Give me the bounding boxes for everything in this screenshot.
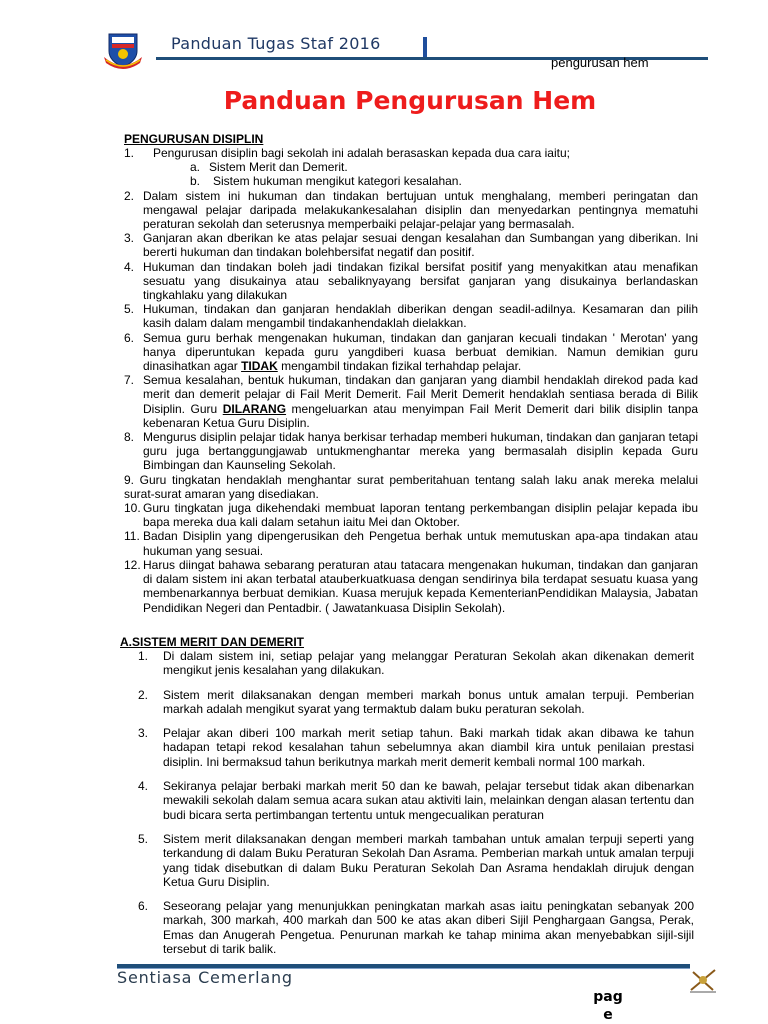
sub-item-text: Sistem Merit dan Demerit. bbox=[209, 160, 348, 175]
item-number: 12. bbox=[124, 557, 141, 572]
list-item bbox=[124, 302, 698, 330]
item-number: 10. bbox=[124, 501, 141, 516]
item-number: 1. bbox=[124, 146, 135, 160]
list-item bbox=[124, 529, 698, 557]
item-number: 6. bbox=[124, 330, 135, 345]
item-number: 3. bbox=[138, 726, 149, 741]
list-item bbox=[124, 146, 698, 160]
list-item bbox=[138, 899, 694, 956]
item-number: 3. bbox=[124, 231, 135, 246]
disiplin-list bbox=[124, 146, 698, 615]
item-text: Semua kesalahan, bentuk hukuman, tindakan dan ganjaran yang diambil hendaklah direkod pada kad merit dan demerit pelajar di Fail Merit Demerit. Fail Merit Demerit hendaklah sentiasa berada di Bilik Disiplin. Guru bbox=[143, 373, 698, 416]
list-item bbox=[138, 779, 694, 822]
list-item bbox=[124, 430, 698, 473]
list-item bbox=[124, 189, 698, 232]
header-subtitle: pengurusan hem bbox=[551, 55, 649, 70]
item-text: Pelajar akan diberi 100 markah merit setiap tahun. Baki markah tidak akan dibawa ke tahun hadapan tetapi rekod kesalahan tahun sebelumnya akan diambil kira untuk penilaian prestasi disiplin. Ini bermaksud tahun berikutnya markah merit demerit kembali normal 100 markah. bbox=[163, 726, 694, 769]
item-number: 4. bbox=[138, 779, 149, 794]
item-text: Dalam sistem ini hukuman dan tindakan bertujuan untuk menghalang, memberi peringatan dan mengawal pelajar daripada melakukankesalahan disiplin dan menyedarkan pentingnya mematuhi peraturan sekolah dan seterusnya memperbaiki pelajar-pelajar yang bermasalah. bbox=[143, 188, 698, 232]
item-text: Di dalam sistem ini, setiap pelajar yang melanggar Peraturan Sekolah akan dikenakan demerit mengikut jenis kesalahan yang dilakukan. bbox=[163, 649, 694, 678]
sub-item-text: Sistem hukuman mengikut kategori kesalahan. bbox=[213, 174, 462, 189]
emphasis-tidak: TIDAK bbox=[241, 359, 278, 374]
footer-motto: Sentiasa Cemerlang bbox=[117, 968, 293, 987]
item-text: Sekiranya pelajar berbaki markah merit 50 dan ke bawah, pelajar tersebut tidak akan dibenarkan mewakili sekolah dalam semua acara sukan atau aktiviti lain, melainkan dengan alasan tertentu dan budi bicara serta pertimbangan tertentu untuk mengecualikan peraturan bbox=[163, 779, 694, 822]
item-text: Badan Disiplin yang dipengerusikan deh Pengetua berhak untuk memutuskan apa-apa tindakan atau hukuman yang sesuai. bbox=[143, 529, 698, 558]
sub-item-number: a. bbox=[190, 160, 201, 175]
item-text: Semua guru berhak mengenakan hukuman, tindakan dan ganjaran kecuali tindakan ' Merotan' yang hanya diperuntukan kepada guru yangdiberi kuasa berbuat demikian. Namun demikian guru dinasihatkan agar bbox=[143, 330, 698, 374]
item-number: 9. bbox=[124, 472, 135, 487]
document-title: Panduan Pengurusan Hem bbox=[223, 86, 597, 115]
sub-list-item bbox=[124, 174, 698, 188]
item-text: Guru tingkatan hendaklah menghantar surat pemberitahuan tentang salah laku anak mereka melalui surat-surat amaran yang disediakan. bbox=[124, 472, 698, 501]
item-number: 2. bbox=[124, 188, 135, 203]
list-item bbox=[124, 331, 698, 374]
item-number: 6. bbox=[138, 899, 149, 914]
item-number: 5. bbox=[124, 302, 135, 317]
item-number: 8. bbox=[124, 430, 135, 445]
item-text: Harus diingat bahawa sebarang peraturan atau tatacara mengenakan hukuman, tindakan dan ganjaran di dalam sistem ini akan terbatal atauberkuatkuasa dengan sendirinya bila terdapat sesuatu kuasa yang membenarkannya berbuat demikian. Kuasa merujuk kepada KementerianPendidikan Malaysia, Jabatan Pendidikan Negeri dan Pentadbir. ( Jawatankuasa Disiplin Sekolah). bbox=[143, 557, 698, 615]
item-text-continued: mengeluarkan atau menyimpan Fail Merit Demerit dari bilik disiplin tanpa kebenaran Ketua Guru Disiplin. bbox=[143, 401, 698, 430]
item-text: Mengurus disiplin pelajar tidak hanya berkisar terhadap memberi hukuman, tindakan dan ganjaran tetapi guru juga bertanggungjawab untukmenghantar mereka yang bermasalah disiplin kepada Guru Bimbingan dan Kaunseling Sekolah. bbox=[143, 430, 698, 473]
item-text-continued: mengambil tindakan fizikal terhahdap pelajar. bbox=[277, 359, 522, 374]
footer-page-label bbox=[593, 988, 623, 1024]
item-text: Hukuman dan tindakan boleh jadi tindakan fizikal bersifat positif yang menyakitkan atau menafikan sesuatu yang disukainya atau sebaliknyayang bersifat ganjaran yang disukainya berlandaskan tingkahlaku yang dilakukan bbox=[143, 259, 698, 303]
item-number: 2. bbox=[138, 687, 149, 702]
list-item bbox=[124, 558, 698, 615]
item-text: Guru tingkatan juga dikehendaki membuat laporan tentang perkembangan disiplin pelajar kepada ibu bapa mereka dua kali dalam setahun iaitu Mei dan Oktober. bbox=[143, 501, 698, 530]
merit-list bbox=[138, 649, 694, 966]
list-item bbox=[124, 373, 698, 430]
item-number: 7. bbox=[124, 373, 135, 388]
list-item bbox=[124, 260, 698, 303]
item-text: Ganjaran akan dberikan ke atas pelajar sesuai dengan kesalahan dan Sumbangan yang diberikan. Ini bererti hukuman dan tindakan bolehbersifat negatif dan positif. bbox=[143, 231, 698, 260]
page-label-line2: e bbox=[603, 1007, 613, 1023]
header-accent-bar bbox=[423, 37, 427, 59]
item-text: Sistem merit dilaksanakan dengan memberi markah bonus untuk amalan terpuji. Pemberian markah adalah mengikut syarat yang termaktub dalam buku peraturan sekolah. bbox=[163, 687, 694, 716]
list-item bbox=[124, 501, 698, 529]
school-crest-logo bbox=[102, 31, 144, 71]
item-number: 11. bbox=[124, 529, 140, 544]
item-text: Hukuman, tindakan dan ganjaran hendaklah diberikan dengan seadil-adilnya. Kesamaran dan pilih kasih dalam dalam mengambil tindakanhendaklah dielakkan. bbox=[143, 302, 698, 331]
item-number: 1. bbox=[138, 649, 149, 663]
sub-list-item bbox=[124, 160, 698, 174]
list-item bbox=[138, 688, 694, 717]
list-item bbox=[124, 231, 698, 259]
item-number: 5. bbox=[138, 831, 149, 846]
item-text: Seseorang pelajar yang menunjukkan peningkatan markah asas iaitu peningkatan sebanyak 200 markah, 300 markah, 400 markah dan 500 ke atas akan diberi Sijil Penghargaan Gangsa, Perak, Emas dan Anugerah Pengetua. Penurunan markah ke tahap minima akan menyebabkan sijil-sijil tersebut di tarik balik. bbox=[163, 899, 694, 957]
list-item bbox=[138, 832, 694, 889]
emphasis-dilarang: DILARANG bbox=[222, 401, 287, 416]
section-heading-merit: A.SISTEM MERIT DAN DEMERIT bbox=[120, 635, 305, 649]
section-heading-disiplin: PENGURUSAN DISIPLIN bbox=[124, 132, 264, 146]
list-item bbox=[124, 473, 698, 501]
sub-item-number: b. bbox=[190, 174, 201, 189]
item-text: Pengurusan disiplin bagi sekolah ini adalah berasaskan kepada dua cara iaitu; bbox=[143, 146, 570, 160]
header-title: Panduan Tugas Staf 2016 bbox=[171, 34, 381, 53]
decorative-emblem-icon bbox=[688, 966, 718, 994]
list-item bbox=[138, 649, 694, 678]
item-number: 4. bbox=[124, 259, 135, 274]
page-label-line1: pag bbox=[593, 989, 623, 1005]
list-item bbox=[138, 726, 694, 769]
item-text: Sistem merit dilaksanakan dengan memberi markah tambahan untuk amalan terpuji seperti yang terkandung di dalam Buku Peraturan Sekolah Dan Asrama. Pemberian markah untuk amalan terpuji yang tidak disebutkan di dalam Buku Peraturan Sekolah Dan Asrama hendaklah dirujuk dengan Ketua Guru Disiplin. bbox=[163, 831, 694, 889]
